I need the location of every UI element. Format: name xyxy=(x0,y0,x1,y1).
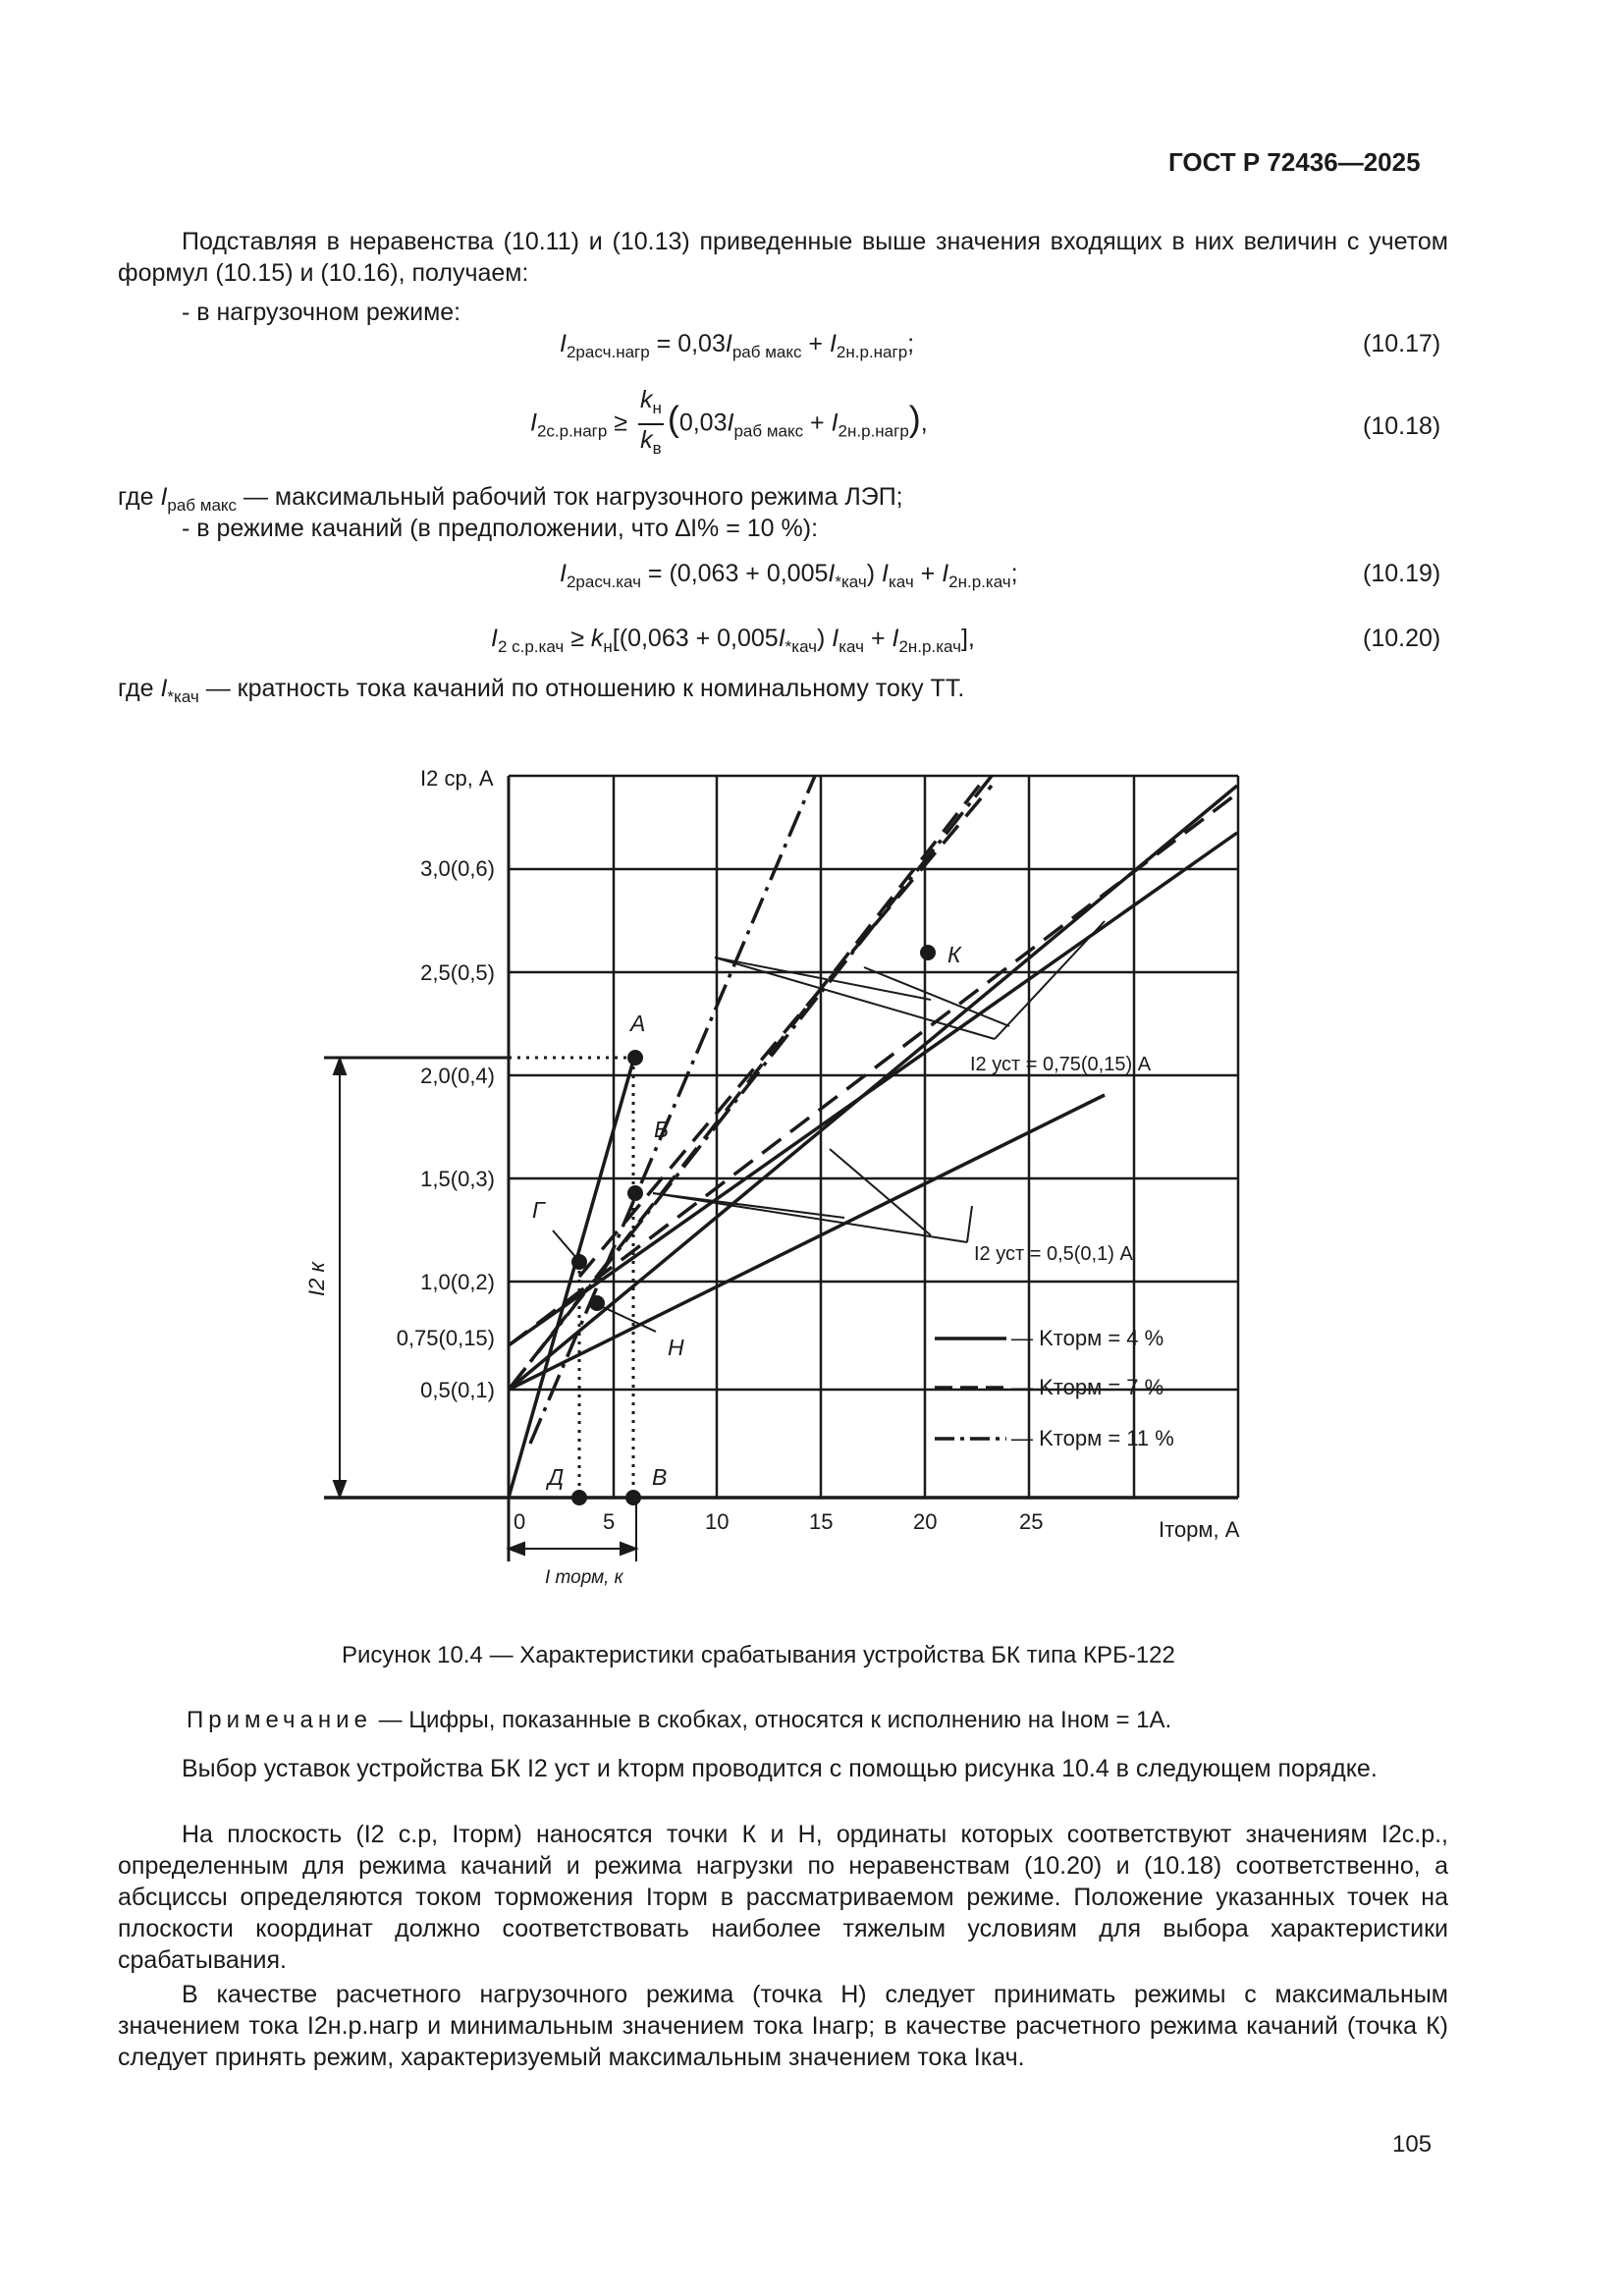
x-axis-title: Iторм, А xyxy=(1159,1517,1240,1542)
formula-10-19: $I_{2расч.кач} = (0,063 + 0,005I_{*кач}) I_{кач} + I_{2н.р.кач}$; xyxy=(560,560,1018,591)
figure-caption: Рисунок 10.4 — Характеристики срабатывания устройства БК типа КРБ-122 xyxy=(342,1642,1175,1668)
x-tick-label: 5 xyxy=(603,1509,616,1534)
label-v: В xyxy=(652,1464,668,1490)
equation-number: (10.20) xyxy=(1363,625,1441,652)
point-n xyxy=(589,1295,605,1311)
x-tick-label: 0 xyxy=(514,1509,526,1534)
legend-item-4: — Kторм = 4 % xyxy=(1011,1326,1164,1350)
note xyxy=(187,1707,1171,1734)
point-g xyxy=(571,1254,587,1270)
formula-10-18: $I_{2с.р.нагр}$ ≥ $\frac{k_н}{k_в}$ $(0,03I_{раб макс} + I_{2н.р.нагр})$, xyxy=(530,386,928,458)
itorm-k-label: I торм, к xyxy=(545,1567,623,1588)
note-text: — Цифры, показанные в скобках, относятся к исполнению на Iном = 1А. xyxy=(378,1707,1172,1733)
i2k-label: I2 к xyxy=(304,1262,329,1296)
label-b: Б xyxy=(654,1117,669,1142)
where-line-1: где $I_{раб макс}$ — максимальный рабочий ток нагрузочного режима ЛЭП; xyxy=(118,483,903,515)
x-tick-label: 10 xyxy=(705,1509,730,1534)
equation-number: (10.19) xyxy=(1363,560,1441,587)
note-label: Примечание xyxy=(187,1707,372,1733)
annotation-i2-ust-075: I2 уст = 0,75(0,15) А xyxy=(970,1054,1152,1075)
figure-10-4 xyxy=(0,727,1623,1611)
equation-number: (10.18) xyxy=(1363,412,1441,440)
x-tick-label: 20 xyxy=(913,1509,938,1534)
itorm-k-dimension xyxy=(509,1498,636,1561)
chart-points xyxy=(571,945,936,1505)
legend-item-11: — Kторм = 11 % xyxy=(1011,1426,1174,1450)
formula-10-20: $I_{2 с.р.кач} \ge k_н[(0,063 + 0,005I_{*кач}) I_{кач} + I_{2н.р.кач}]$, xyxy=(491,625,975,656)
paragraph-2: На плоскость (I2 с.р, Iторм) наносятся точки К и Н, ординаты которых соответствуют значениям I2с.р., определенным для режима качаний и режима нагрузки по неравенствам (10.20) и (10.18) соответственно, а абсциссы определяются током торможения Iторм в рассматриваемом режиме. Положение указанных точек на плоскости координат должно соответствовать наиболее тяжелым условиям для выбора характеристики срабатывания. xyxy=(118,1821,1448,1974)
x-tick-label: 25 xyxy=(1019,1509,1044,1534)
x-tick-label: 15 xyxy=(809,1509,834,1534)
y-tick-label: 3,0(0,6) xyxy=(420,856,495,881)
annotation-i2-ust-05: I2 уст = 0,5(0,1) А xyxy=(974,1243,1133,1265)
y-axis-title: I2 ср, А xyxy=(420,766,494,791)
y-tick-label: 2,5(0,5) xyxy=(420,960,495,985)
point-a xyxy=(627,1050,643,1066)
legend-item-7: — Kторм = 7 % xyxy=(1011,1375,1164,1399)
point-d xyxy=(571,1490,587,1505)
point-b xyxy=(627,1185,643,1201)
where-line-2: где $I_{*кач}$ — кратность тока качаний по отношению к номинальному току ТТ. xyxy=(118,675,965,706)
label-d: Д xyxy=(548,1464,565,1490)
y-tick-label: 0,5(0,1) xyxy=(420,1378,495,1402)
label-k: К xyxy=(947,942,961,967)
load-mode-label: - в нагрузочном режиме: xyxy=(182,299,461,326)
equation-number: (10.17) xyxy=(1363,330,1441,357)
legend xyxy=(935,1339,1006,1439)
y-tick-label: 1,5(0,3) xyxy=(420,1167,495,1191)
intro-paragraph: Подставляя в неравенства (10.11) и (10.13) приведенные выше значения входящих в них величин с учетом формул (10.15) и (10.16), получаем: xyxy=(118,228,1448,287)
document-code: ГОСТ Р 72436—2025 xyxy=(1168,147,1421,177)
page-number: 105 xyxy=(1392,2131,1433,2158)
point-v xyxy=(625,1490,641,1505)
swing-mode-label: - в режиме качаний (в предположении, что ∆I% = 10 %): xyxy=(182,515,819,542)
i2k-dimension xyxy=(334,1059,346,1497)
label-g: Г xyxy=(532,1197,545,1223)
formula-10-17: $I_{2расч.нагр} = 0,03I_{раб макс} + I_{2н.р.нагр}$; xyxy=(560,330,915,361)
y-tick-label: 2,0(0,4) xyxy=(420,1064,495,1088)
label-a: А xyxy=(630,1011,646,1036)
series-ktorm-11 xyxy=(509,776,992,1444)
label-n: Н xyxy=(668,1335,684,1360)
paragraph-3: В качестве расчетного нагрузочного режима (точка Н) следует принимать режимы с максимальным значением тока I2н.р.нагр и минимальным значением тока Iнагр; в качестве расчетного режима качаний (точка К) следует принять режим, характеризуемый максимальным значением тока Iкач. xyxy=(118,1981,1448,2071)
paragraph-1: Выбор уставок устройства БК I2 уст и kторм проводится с помощью рисунка 10.4 в следующем порядке. xyxy=(182,1755,1378,1782)
y-tick-label: 1,0(0,2) xyxy=(420,1270,495,1294)
point-k xyxy=(920,945,936,960)
y-tick-label: 0,75(0,15) xyxy=(396,1326,495,1350)
